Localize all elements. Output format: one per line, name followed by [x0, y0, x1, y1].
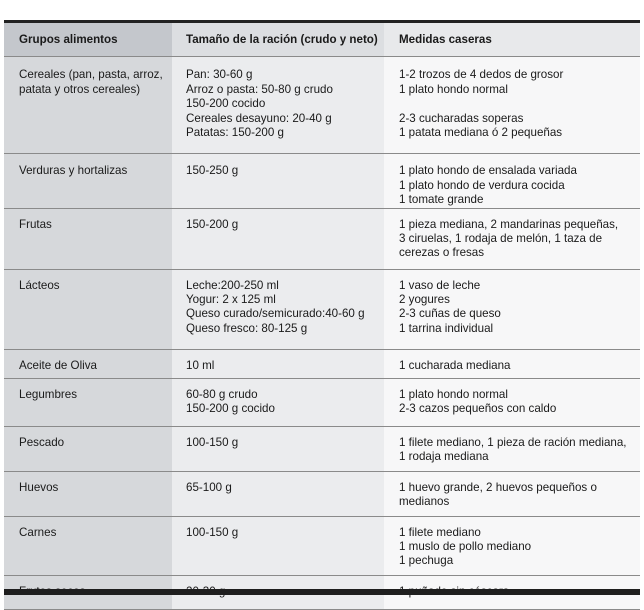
serving-size-line: Patatas: 150-200 g	[186, 126, 284, 140]
food-group-cell	[4, 378, 172, 426]
home-measure-line: 1 pieza mediana, 2 mandarinas pequeñas,	[399, 217, 619, 231]
header-serving-size: Tamaño de la ración (crudo y neto)	[172, 23, 384, 57]
home-measure-line: 1 filete mediano	[399, 525, 481, 539]
food-group-line: Carnes	[19, 525, 57, 539]
serving-size-line: 65-100 g	[186, 480, 232, 494]
home-measure-line: 1 cucharada mediana	[399, 358, 511, 372]
table-row	[4, 471, 640, 516]
food-group-line: Pescado	[19, 435, 65, 449]
home-measure-line: 1 patata mediana ó 2 pequeñas	[399, 126, 563, 140]
table-body	[4, 57, 640, 609]
home-measure-cell	[384, 349, 640, 378]
home-measure-cell	[384, 378, 640, 426]
serving-size-cell	[172, 349, 384, 378]
home-measure-line: 1 muslo de pollo mediano	[399, 540, 532, 554]
serving-size-line: Pan: 30-60 g	[186, 68, 253, 82]
home-measure-line: 1 plato hondo normal	[399, 82, 508, 96]
serving-size-line: Cereales desayuno: 20-40 g	[186, 111, 332, 125]
home-measure-cell	[384, 57, 640, 154]
serving-size-line: 60-80 g crudo	[186, 387, 258, 401]
serving-size-line: Yogur: 2 x 125 ml	[186, 293, 276, 307]
table-row	[4, 57, 640, 154]
table-row	[4, 349, 640, 378]
blank-line	[399, 97, 636, 111]
serving-size-line: Queso curado/semicurado:40-60 g	[186, 307, 365, 321]
home-measure-line: 1-2 trozos de 4 dedos de grosor	[399, 68, 564, 82]
home-measure-line: 1 vaso de leche	[399, 278, 481, 292]
header-row	[4, 23, 640, 57]
serving-size-cell	[172, 378, 384, 426]
serving-size-line: 10 ml	[186, 358, 215, 372]
serving-size-cell	[172, 426, 384, 471]
home-measure-line: 1 filete mediano, 1 pieza de ración mediana,	[399, 435, 627, 449]
home-measure-line: 2-3 cazos pequeños con caldo	[399, 402, 557, 416]
table-row	[4, 516, 640, 575]
home-measure-line: 1 huevo grande, 2 huevos pequeños o	[399, 480, 597, 494]
home-measure-cell	[384, 269, 640, 349]
serving-size-line: Leche:200-250 ml	[186, 278, 279, 292]
serving-size-line: Arroz o pasta: 50-80 g crudo	[186, 82, 333, 96]
header-home-measures: Medidas caseras	[384, 23, 640, 57]
serving-size-cell	[172, 154, 384, 208]
serving-size-line: Queso fresco: 80-125 g	[186, 321, 308, 335]
food-group-cell	[4, 349, 172, 378]
serving-size-cell	[172, 471, 384, 516]
serving-size-line: 150-200 g cocido	[186, 402, 275, 416]
serving-size-line: 150-200 cocido	[186, 97, 266, 111]
home-measure-cell	[384, 471, 640, 516]
serving-size-line: 150-250 g	[186, 164, 239, 178]
food-group-cell	[4, 471, 172, 516]
food-group-cell	[4, 154, 172, 208]
home-measure-line: 1 tarrina individual	[399, 321, 494, 335]
table-row	[4, 208, 640, 269]
food-group-cell	[4, 516, 172, 575]
food-group-line: Aceite de Oliva	[19, 358, 97, 372]
home-measure-line: 2 yogures	[399, 293, 450, 307]
serving-size-cell	[172, 516, 384, 575]
serving-size-cell	[172, 269, 384, 349]
home-measure-line: 1 plato hondo de ensalada variada	[399, 164, 577, 178]
food-group-cell	[4, 208, 172, 269]
home-measure-cell	[384, 154, 640, 208]
home-measure-cell	[384, 208, 640, 269]
food-group-line: Legumbres	[19, 387, 78, 401]
home-measure-line: 1 plato hondo normal	[399, 387, 508, 401]
serving-size-line: 100-150 g	[186, 435, 239, 449]
home-measure-line: 2-3 cucharadas soperas	[399, 111, 524, 125]
food-group-line: Huevos	[19, 480, 59, 494]
home-measure-cell	[384, 426, 640, 471]
food-group-cell	[4, 426, 172, 471]
food-group-line: Frutas	[19, 217, 52, 231]
home-measure-line: 1 rodaja mediana	[399, 450, 489, 464]
table-row	[4, 426, 640, 471]
table-row	[4, 269, 640, 349]
food-group-line: Cereales (pan, pasta, arroz,	[19, 68, 163, 82]
home-measure-line: 3 ciruelas, 1 rodaja de melón, 1 taza de	[399, 232, 603, 246]
table-row	[4, 154, 640, 208]
serving-size-cell	[172, 57, 384, 154]
header-groups: Grupos alimentos	[4, 23, 172, 57]
food-group-line: Lácteos	[19, 278, 60, 292]
food-group-line: patata y otros cereales)	[19, 82, 141, 96]
home-measure-line: 1 pechuga	[399, 554, 454, 568]
home-measure-line: 1 tomate grande	[399, 193, 484, 207]
home-measure-cell	[384, 516, 640, 575]
home-measure-line: medianos	[399, 495, 450, 509]
food-portions-table	[4, 23, 640, 610]
food-group-cell	[4, 269, 172, 349]
home-measure-line: 1 plato hondo de verdura cocida	[399, 178, 565, 192]
bottom-rule	[4, 589, 640, 595]
table-row	[4, 378, 640, 426]
home-measure-line: cerezas o fresas	[399, 246, 485, 260]
home-measure-line: 2-3 cuñas de queso	[399, 307, 501, 321]
food-group-cell	[4, 57, 172, 154]
serving-size-line: 150-200 g	[186, 217, 239, 231]
food-group-line: Verduras y hortalizas	[19, 164, 128, 178]
serving-size-cell	[172, 208, 384, 269]
serving-size-line: 100-150 g	[186, 525, 239, 539]
